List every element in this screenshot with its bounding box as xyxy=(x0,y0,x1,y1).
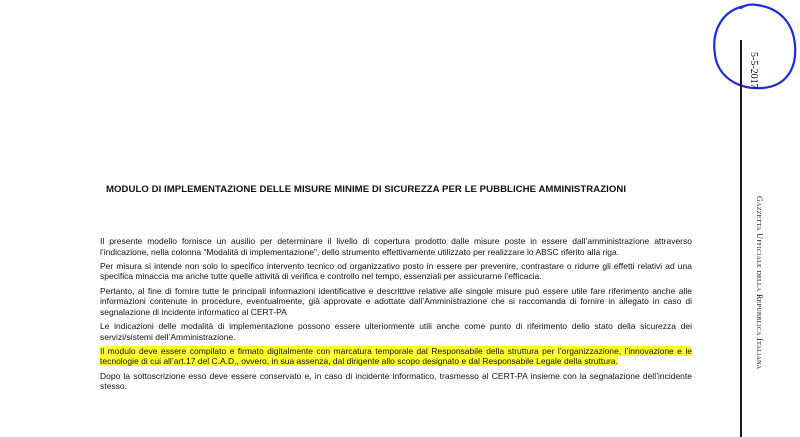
document-title: MODULO DI IMPLEMENTAZIONE DELLE MISURE MINIME DI SICUREZZA PER LE PUBBLICHE AMMINISTRAZIONI xyxy=(105,184,627,195)
paragraph-4: Le indicazioni delle modalità di implementazione possono essere ulteriormente utili anche come punto di riferimento dello stato della sicurezza dei servizi/sistemi dell’Amministrazione. xyxy=(100,320,692,342)
paragraph-2: Per misura si intende non solo lo specifico intervento tecnico od organizzativo posto in essere per prevenire, contrastare o ridurre gli effetti relativi ad una specifica minaccia ma anche tutte quelle attività di verifica e controllo nel tempo, essenziali per assicurarne l’efficacia. xyxy=(100,260,692,282)
margin-date: 5-5-2017 xyxy=(748,52,759,89)
margin-rule xyxy=(740,40,742,437)
paragraph-6: Dopo la sottoscrizione esso deve essere conservato e, in caso di incidente informatico, trasmesso al CERT-PA insieme con la segnalazione dell’incidente stesso. xyxy=(100,370,692,392)
paragraph-5-highlighted xyxy=(100,346,692,367)
highlighted-text: Il modulo deve essere compilato e firmato digitalmente con marcatura temporale dal Responsabile della struttura per l’organizzazione, l’innovazione e le tecnologie di cui all’art.17 del C.A.D., ovvero, in sua assenza, dal dirigente allo scopo designato e dal Responsabile Legale della struttura. xyxy=(100,345,692,367)
gazzetta-ufficiale-header: Gazzetta Ufficiale della Repubblica Italiana xyxy=(755,196,764,370)
paragraph-1: Il presente modello fornisce un ausilio per determinare il livello di copertura prodotto dalle misure poste in essere dall’amministrazione attraverso l’indicazione, nella colonna “Modalità di implementazione”, dello strumento effettivamente utilizzato per realizzare lo ABSC riferito alla riga. xyxy=(100,236,692,257)
paragraph-3: Pertanto, al fine di fornire tutte le principali informazioni identificative e descrittive relative alle singole misure può essere utile fare riferimento anche alle informazioni contenute in procedure, eventualmente, già approvate e adottate dall’Amministrazione che si raccomanda di fornire in allegato in caso di segnalazione di incidente informatico al CERT-PA xyxy=(100,285,692,317)
document-body xyxy=(100,236,692,395)
